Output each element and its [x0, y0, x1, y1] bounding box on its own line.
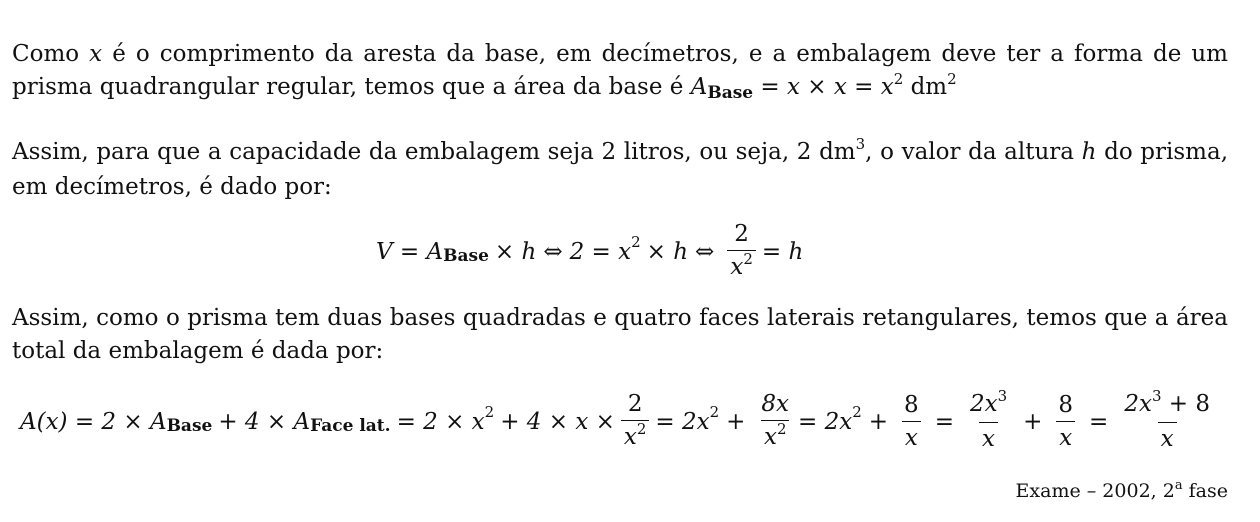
math-expression: = x × x = x	[753, 74, 894, 100]
exponent: 3	[855, 135, 866, 153]
math-a: A	[690, 74, 708, 100]
math-expression: × h	[646, 238, 689, 265]
math-expression: A(x) = 2 × A	[20, 408, 167, 435]
math-expression: + 4 × A	[218, 408, 311, 435]
math-x: x	[623, 424, 637, 450]
text: é o comprimento da aresta da base, em decímetros, e a embalagem deve ter a forma de um prisma quadrangular regular, temos que a área da base é	[12, 41, 1228, 100]
unit: dm	[903, 74, 948, 100]
math-expression: = 2x	[655, 408, 710, 435]
equals-symbol: =	[1089, 408, 1109, 435]
exponent: 2	[776, 420, 787, 438]
numerator: 8	[904, 392, 919, 418]
denominator	[761, 420, 790, 453]
exponent: 2	[631, 232, 641, 251]
text: do prisma, em decímetros, é dado por:	[12, 139, 1229, 200]
exponent: 3	[997, 387, 1008, 405]
denominator	[727, 250, 756, 283]
exponent: 2	[709, 402, 720, 421]
exponent: 2	[484, 402, 495, 421]
fraction	[758, 390, 792, 453]
subscript-base: Base	[707, 83, 754, 103]
numerator	[1121, 387, 1213, 422]
text: Como	[12, 41, 90, 67]
math-x: x	[763, 424, 777, 450]
denominator: x	[902, 421, 921, 452]
math-expression: 2x	[969, 391, 998, 417]
exponent: 2	[636, 420, 647, 438]
math-h: h	[1081, 139, 1097, 165]
fraction	[901, 391, 922, 452]
exponent: 2	[743, 250, 753, 268]
denominator: x	[1056, 421, 1075, 452]
denominator	[621, 420, 650, 453]
citation-text: Exame – 2002, 2	[1015, 480, 1175, 502]
fraction	[727, 220, 756, 283]
paragraph-base-area	[12, 38, 1228, 106]
subscript-face: Face lat.	[310, 415, 391, 436]
math-expression: = h	[761, 238, 804, 265]
numerator: 8x	[761, 391, 790, 417]
paragraph-total-area: Assim, como o prisma tem duas bases quadradas e quatro faces laterais retangulares, temos que a área total da embalagem é dada por:	[12, 305, 1228, 364]
denominator: x	[979, 422, 998, 453]
plus-symbol: +	[1023, 408, 1043, 435]
subscript-base: Base	[443, 245, 489, 266]
denominator: x	[1158, 422, 1177, 453]
math-expression: = 2x	[798, 408, 853, 435]
source-citation	[1016, 480, 1228, 502]
numerator	[967, 387, 1010, 422]
math-x: x	[89, 41, 103, 67]
iff-symbol: ⇔	[695, 238, 715, 265]
equals-symbol: =	[934, 408, 954, 435]
math-expression: + 8	[1161, 391, 1211, 417]
exponent: 2	[852, 402, 862, 421]
numerator: 8	[1058, 392, 1074, 418]
fraction	[967, 387, 1010, 453]
text: Assim, para que a capacidade da embalagem seja 2 litros, ou seja, 2 dm	[12, 139, 856, 165]
exponent: 2	[893, 70, 904, 88]
numerator: 2	[627, 391, 643, 417]
exponent: 3	[1151, 387, 1162, 405]
math-expression: = 2 × x	[396, 408, 485, 435]
text: , o valor da altura	[865, 139, 1082, 165]
math-expression: × h	[494, 238, 537, 265]
numerator: 2	[734, 221, 749, 247]
iff-symbol: ⇔	[543, 238, 563, 265]
fraction	[1121, 387, 1213, 453]
citation-text: fase	[1182, 480, 1228, 502]
area-equation	[20, 387, 1219, 453]
paragraph-capacity	[12, 136, 1228, 204]
plus-symbol: +	[726, 408, 746, 435]
math-expression: 2 = x	[569, 238, 632, 265]
fraction	[1055, 391, 1076, 452]
math-expression: V = A	[376, 238, 444, 265]
exponent: 2	[947, 70, 957, 88]
ordinal-indicator: a	[1174, 478, 1183, 493]
subscript-base: Base	[166, 415, 213, 436]
math-expression: 2x	[1124, 391, 1152, 417]
fraction	[621, 390, 650, 453]
math-expression: + 4 × x ×	[500, 408, 615, 435]
math-x: x	[730, 254, 744, 280]
height-equation	[376, 220, 803, 283]
plus-symbol: +	[868, 408, 889, 435]
